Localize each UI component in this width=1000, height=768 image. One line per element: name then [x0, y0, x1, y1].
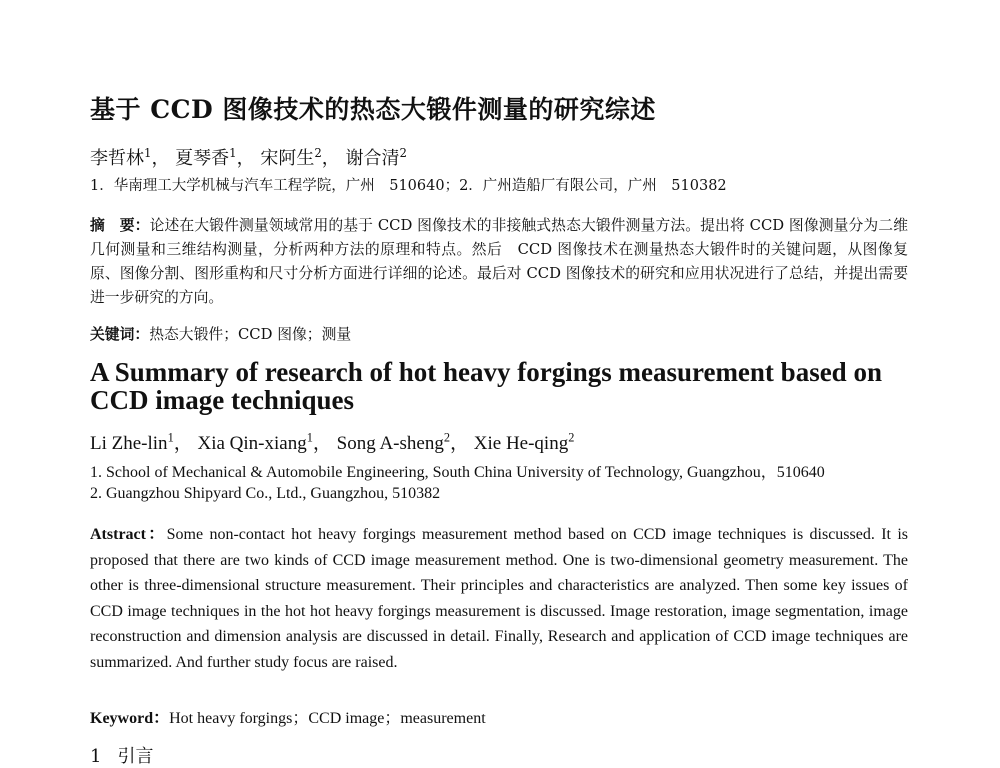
author-name: 李哲林: [90, 148, 144, 169]
chinese-authors: 李哲林$^1$， 夏琴香$^1$， 宋阿生$^2$， 谢合清$^2$: [90, 146, 407, 169]
section-number: 1: [90, 746, 102, 767]
author-name: Song A-sheng: [336, 433, 444, 454]
keywords-text: Hot heavy forgings；CCD image；measurement: [169, 710, 486, 727]
chinese-title: 基于 CCD 图像技术的热态大锻件测量的研究综述: [90, 95, 656, 124]
english-affiliation-1: 1. School of Mechanical & Automobile Engineering, South China University of Technology, Guangzhou，510640: [90, 464, 825, 481]
author-name: Li Zhe-lin: [90, 433, 168, 454]
author-name: 夏琴香: [175, 148, 230, 169]
abstract-text: Some non-contact hot heavy forgings measurement method based on CCD image techniques is discussed. It is proposed that there are two kinds of CCD image measurement method. One is two-dimensional geometry measurement. The other is three-dimensional structure measurement. Their principles and characteristics are analyzed. Then some key issues of CCD image techniques in the hot hot heavy forgings measurement is discussed. Image restoration, image segmentation, image reconstruction and dimension analysis are discussed in detail. Finally, Research and application of CCD image techniques are summarized. And further study focus are raised.: [90, 526, 908, 671]
keywords-label: 关键词：: [90, 326, 150, 343]
section-heading: [90, 742, 153, 768]
english-abstract: [90, 522, 908, 675]
chinese-keywords: [90, 323, 351, 344]
english-keywords: [90, 705, 486, 728]
english-title: A Summary of research of hot heavy forgings measurement based on CCD image techniques: [90, 357, 882, 415]
author-name: 谢合清: [345, 148, 400, 169]
author-name: 宋阿生: [260, 148, 315, 169]
keywords-label: Keyword：: [90, 710, 170, 727]
chinese-affiliations: 1．华南理工大学机械与汽车工程学院，广州 510640；2．广州造船厂有限公司，广州 510382: [90, 178, 727, 194]
abstract-label: 摘 要：: [90, 217, 150, 234]
english-authors: Li Zhe-lin$^1$， Xia Qin-xiang$^1$， Song A-sheng$^2$， Xie He-qing$^2$: [90, 430, 575, 454]
author-name: Xie He-qing: [473, 433, 569, 454]
chinese-abstract: [90, 214, 908, 310]
english-affiliation-2: 2. Guangzhou Shipyard Co., Ltd., Guangzhou, 510382: [90, 485, 441, 502]
abstract-label: Atstract：: [90, 526, 167, 543]
section-title: 引言: [117, 746, 154, 767]
keywords-text: 热态大锻件；CCD 图像；测量: [149, 326, 352, 343]
abstract-text: 论述在大锻件测量领域常用的基于 CCD 图像技术的非接触式热态大锻件测量方法。提出将 CCD 图像测量分为二维几何测量和三维结构测量，分析两种方法的原理和特点。然后 CCD 图像技术在测量热态大锻件时的关键问题，从图像复原、图像分割、图形重构和尺寸分析方面进行详细的论述。最后对 CCD 图像技术的研究和应用状况进行了总结，并提出需要进一步研究的方向。: [90, 217, 908, 306]
author-name: Xia Qin-xiang: [197, 433, 307, 454]
